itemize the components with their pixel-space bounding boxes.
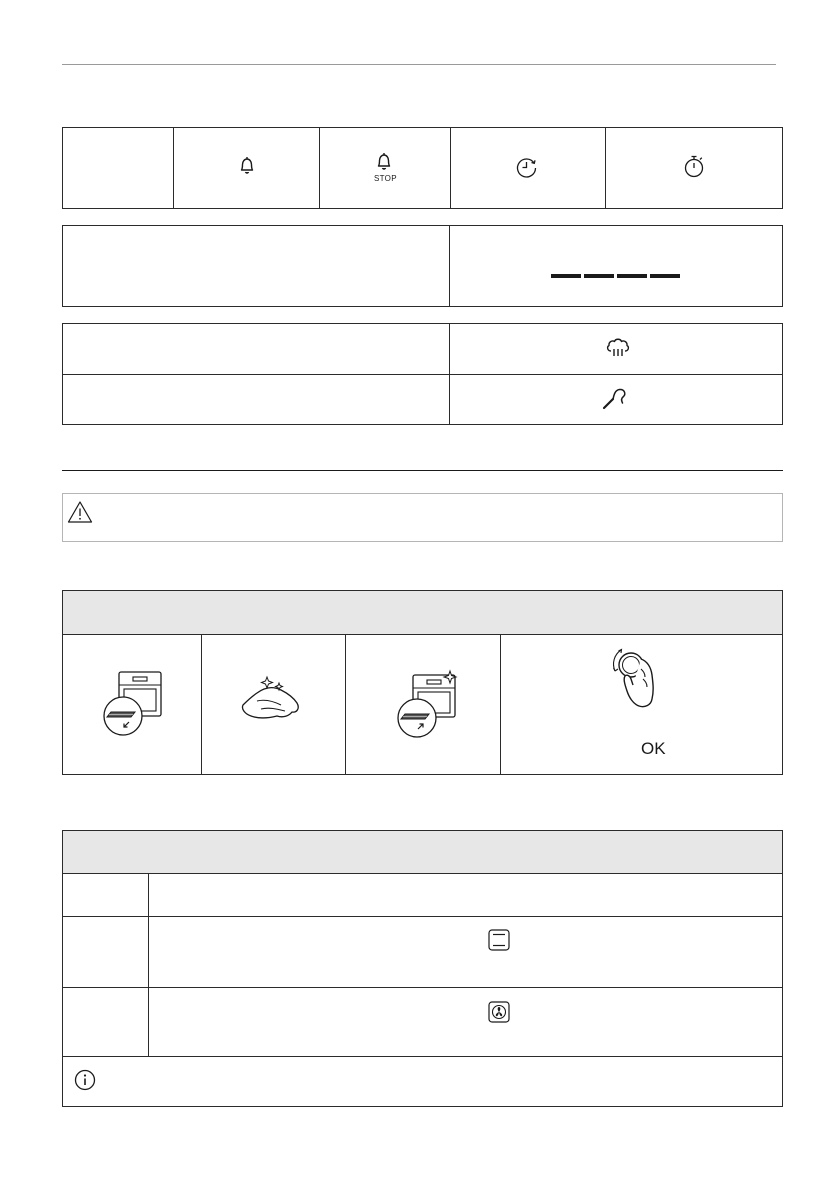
clock-arrow-icon — [514, 154, 540, 180]
top-rule — [62, 64, 776, 65]
oven-mode-icon — [488, 929, 510, 951]
warning-triangle-icon — [67, 500, 93, 524]
oven-insert-tray-icon — [391, 669, 463, 741]
steps-table — [62, 590, 783, 775]
cleaning-cloth-icon — [237, 671, 309, 731]
dash-segments-icon — [551, 274, 681, 280]
fan-mode-icon — [488, 1001, 510, 1023]
modes-table-header — [63, 831, 782, 874]
knob-turn-hand-icon — [605, 645, 669, 711]
display-table — [62, 225, 783, 307]
food-probe-icon — [601, 385, 631, 411]
warning-box — [62, 493, 783, 542]
stop-label: STOP — [374, 174, 397, 183]
ok-label: OK — [641, 739, 666, 758]
steam-icon — [605, 336, 631, 360]
bell-icon — [235, 154, 259, 178]
modes-table — [62, 830, 783, 1107]
info-icon — [74, 1069, 96, 1091]
oven-remove-tray-icon — [97, 669, 169, 741]
timer-icon-table — [62, 127, 783, 209]
steps-table-header — [63, 591, 782, 635]
bell-stop-icon — [372, 150, 396, 174]
stopwatch-icon — [681, 153, 707, 179]
section-rule — [62, 470, 783, 471]
indicator-table — [62, 323, 783, 425]
